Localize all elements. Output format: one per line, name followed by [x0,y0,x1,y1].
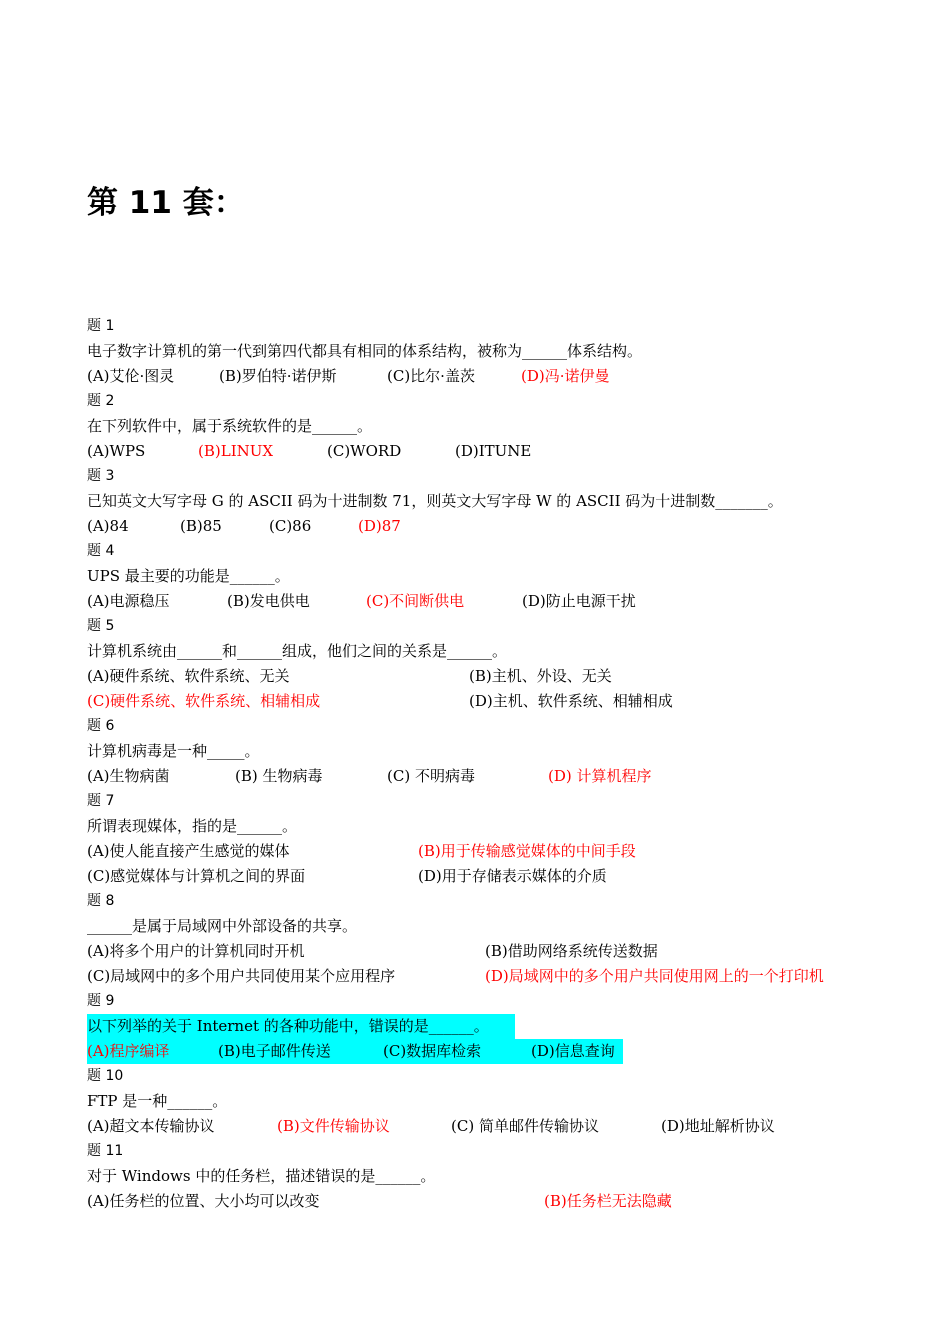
options-row [87,864,887,889]
option-a: (A)艾伦·图灵 [87,367,175,385]
option-d-answer: (D)局域网中的多个用户共同使用网上的一个打印机 [485,967,824,985]
page-title: 第 11 套： [87,185,245,221]
option-b: (B)电子邮件传送 [218,1042,331,1060]
option-a: (A)超文本传输协议 [87,1117,215,1135]
question-label: 题 1 [87,318,115,334]
option-a: (A)硬件系统、软件系统、无关 [87,667,290,685]
question-stem: 已知英文大写字母 G 的 ASCII 码为十进制数 71，则英文大写字母 W 的 ASCII 码为十进制数_______。 [87,492,783,510]
question-label: 题 3 [87,468,115,484]
question-label: 题 7 [87,793,115,809]
option-a: (A)使人能直接产生感觉的媒体 [87,842,290,860]
options-row [87,1039,887,1064]
options-row [87,839,887,864]
option-a: (A)84 [87,517,129,535]
option-c: (C) 简单邮件传输协议 [451,1117,599,1135]
question-stem-highlighted: 以下列举的关于 Internet 的各种功能中，错误的是______。 [87,1014,515,1039]
option-d: (D)防止电源干扰 [522,592,636,610]
option-d: (D)信息查询 [531,1042,615,1060]
option-c: (C)86 [269,517,312,535]
options-row [87,439,887,464]
option-b-answer: (B)任务栏无法隐藏 [544,1192,672,1210]
option-c-answer: (C)硬件系统、软件系统、相辅相成 [87,692,321,710]
options-row [87,514,887,539]
option-a: (A)电源稳压 [87,592,170,610]
question-stem: 在下列软件中，属于系统软件的是______。 [87,417,373,435]
option-b: (B)罗伯特·诺伊斯 [219,367,337,385]
option-a: (A)将多个用户的计算机同时开机 [87,942,305,960]
option-a: (A)任务栏的位置、大小均可以改变 [87,1192,320,1210]
question-label: 题 9 [87,993,115,1009]
option-b: (B)发电供电 [227,592,310,610]
question-label: 题 6 [87,718,115,734]
question-label: 题 4 [87,543,115,559]
option-b-answer: (B)用于传输感觉媒体的中间手段 [418,842,636,860]
option-b-answer: (B)文件传输协议 [277,1117,390,1135]
question-stem: 对于 Windows 中的任务栏，描述错误的是______。 [87,1167,436,1185]
options-row [87,1114,887,1139]
question-stem: 所谓表现媒体，指的是______。 [87,817,298,835]
option-d-answer: (D)87 [358,517,401,535]
option-b: (B)主机、外设、无关 [469,667,612,685]
option-d: (D)用于存储表示媒体的介质 [418,867,607,885]
option-c: (C)比尔·盖茨 [387,367,475,385]
option-b: (B)借助网络系统传送数据 [485,942,658,960]
option-a: (A)生物病菌 [87,767,170,785]
options-row [87,689,887,714]
options-row [87,939,887,964]
question-stem: 电子数字计算机的第一代到第四代都具有相同的体系结构，被称为______体系结构。 [87,342,643,360]
option-c: (C)感觉媒体与计算机之间的界面 [87,867,306,885]
option-d: (D)主机、软件系统、相辅相成 [469,692,673,710]
option-d-answer: (D)冯·诺伊曼 [521,367,610,385]
option-c: (C)数据库检索 [383,1042,482,1060]
option-c: (C)WORD [327,442,402,460]
question-stem: FTP 是一种______。 [87,1092,228,1110]
option-d: (D)地址解析协议 [661,1117,775,1135]
option-b: (B)85 [180,517,222,535]
question-stem: 计算机系统由______和______组成，他们之间的关系是______。 [87,642,508,660]
question-label: 题 8 [87,893,115,909]
question-label: 题 5 [87,618,115,634]
question-stem: UPS 最主要的功能是______。 [87,567,290,585]
options-row [87,364,887,389]
option-b-answer: (B)LINUX [198,442,274,460]
option-c-answer: (C)不间断供电 [366,592,465,610]
options-row [87,589,887,614]
options-row [87,964,887,989]
question-stem-row [87,1014,887,1039]
options-row [87,764,887,789]
question-stem: ______是属于局域网中外部设备的共享。 [87,917,358,935]
option-a: (A)WPS [87,442,146,460]
option-c: (C) 不明病毒 [387,767,475,785]
option-a-answer: (A)程序编译 [87,1042,170,1060]
question-stem: 计算机病毒是一种_____。 [87,742,260,760]
option-c: (C)局域网中的多个用户共同使用某个应用程序 [87,967,396,985]
options-row [87,664,887,689]
option-b: (B) 生物病毒 [235,767,323,785]
question-label: 题 2 [87,393,115,409]
question-label: 题 10 [87,1068,124,1084]
option-d-answer: (D) 计算机程序 [548,767,652,785]
options-row [87,1189,887,1214]
question-list [87,314,887,1214]
option-d: (D)ITUNE [455,442,532,460]
question-label: 题 11 [87,1143,124,1159]
